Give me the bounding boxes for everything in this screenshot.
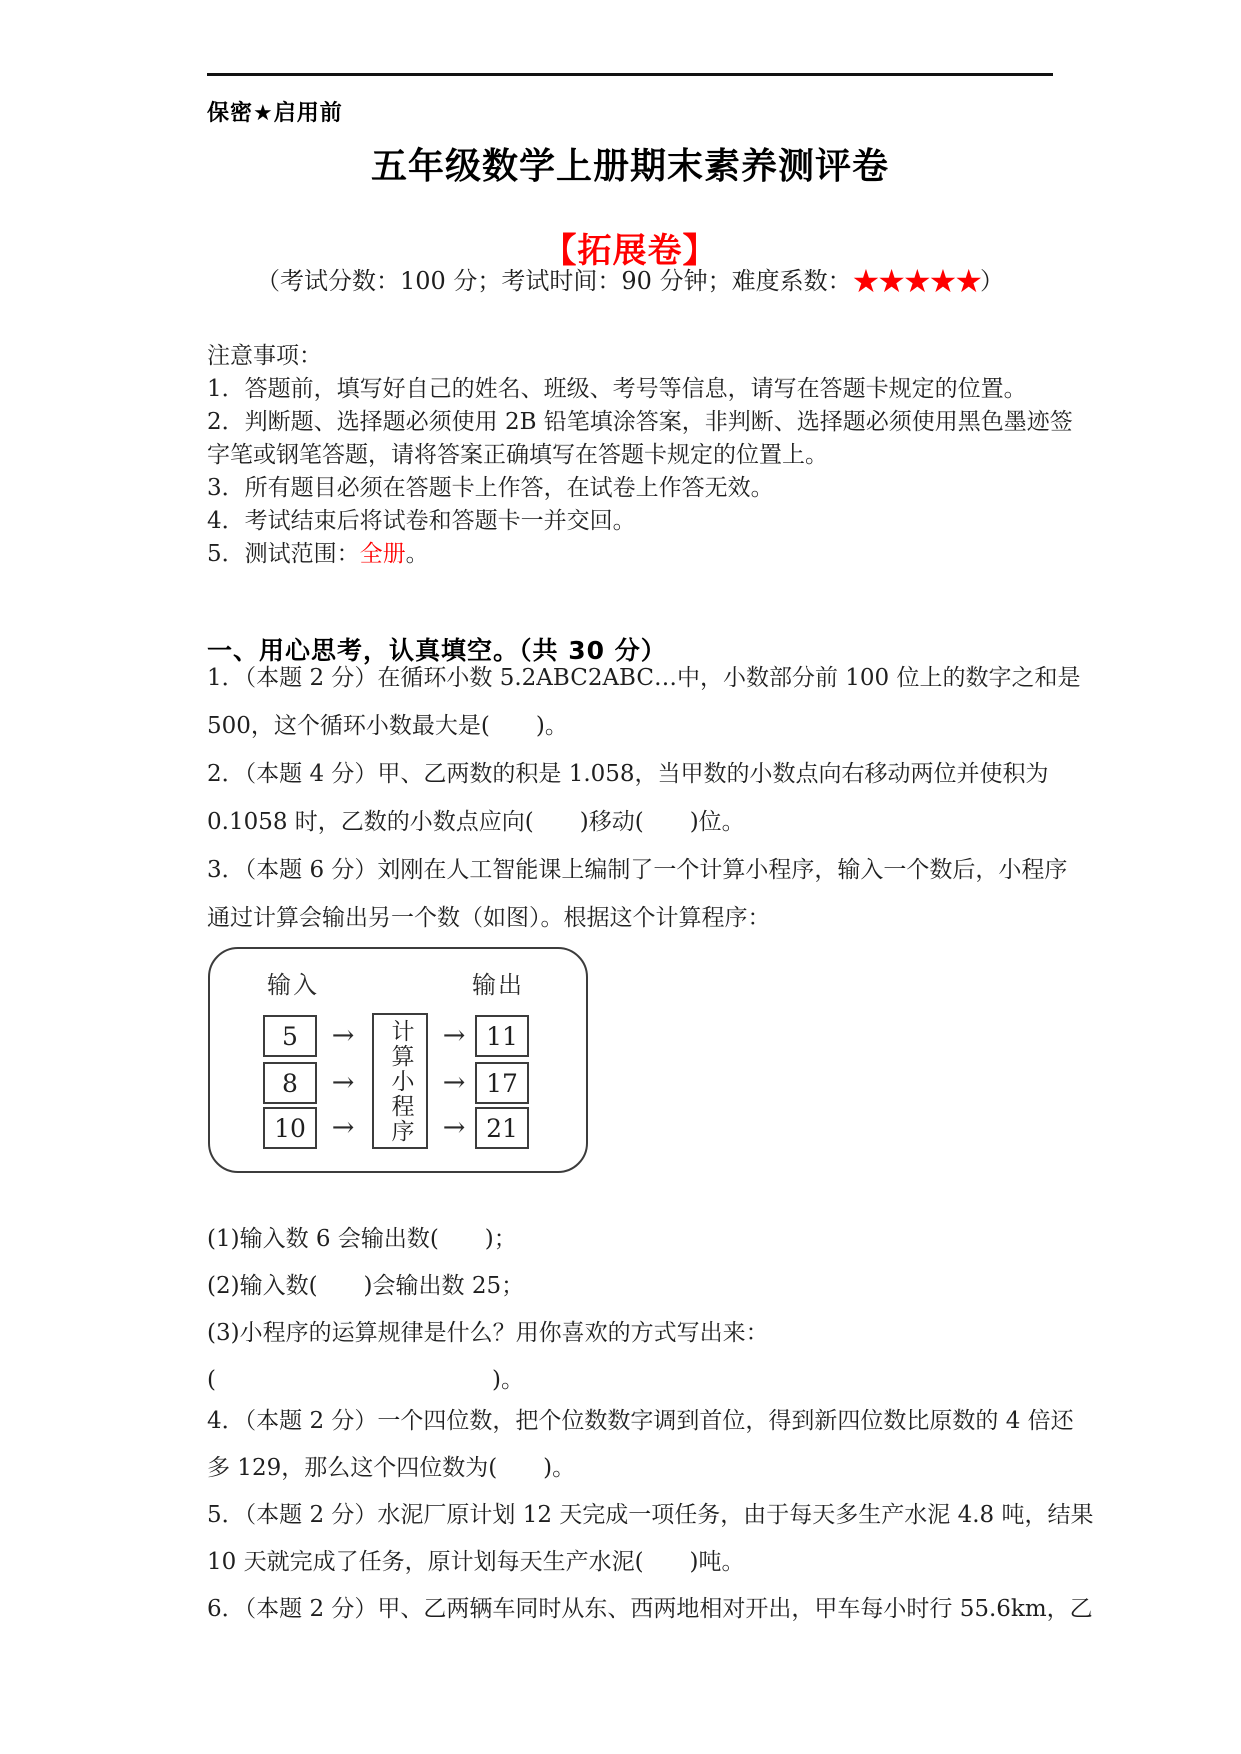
notice-heading: 注意事项： (207, 343, 322, 369)
diagram-output-box-1: 11 (475, 1015, 529, 1057)
question-1-line-1: 1．（本题 2 分）在循环小数 5.2ABC2ABC…中，小数部分前 100 位上的数字之和是 (207, 665, 1081, 691)
diagram-program-box (372, 1013, 428, 1149)
diagram-output-box-3: 21 (475, 1107, 529, 1149)
exam-meta-line (207, 261, 1053, 300)
question-4-line-1: 4．（本题 2 分）一个四位数，把个位数数字调到首位，得到新四位数比原数的 4 倍还 (207, 1408, 1074, 1434)
question-3-subquestions (207, 1216, 769, 1404)
question-1-line-2: 500，这个循环小数最大是( )。 (207, 713, 568, 739)
exam-meta-prefix: （考试分数：100 分；考试时间：90 分钟；难度系数： (255, 267, 852, 295)
question-2-line-1: 2．（本题 4 分）甲、乙两数的积是 1.058，当甲数的小数点向右移动两位并使积为 (207, 761, 1049, 787)
question-5-line-2: 10 天就完成了任务，原计划每天生产水泥( )吨。 (207, 1549, 745, 1575)
question-2-line-2: 0.1058 时，乙数的小数点应向( )移动( )位。 (207, 809, 745, 835)
question-3-sub-2: (2)输入数( )会输出数 25； (207, 1273, 525, 1299)
question-6-line-1: 6．（本题 2 分）甲、乙两辆车同时从东、西两地相对开出，甲车每小时行 55.6km，乙 (207, 1596, 1093, 1622)
notice-item-4: 4．考试结束后将试卷和答题卡一并交回。 (207, 508, 636, 534)
question-5-line-1: 5．（本题 2 分）水泥厂原计划 12 天完成一项任务，由于每天多生产水泥 4.8 吨，结果 (207, 1502, 1094, 1528)
question-3-line-1: 3．（本题 6 分）刘刚在人工智能课上编制了一个计算小程序，输入一个数后，小程序 (207, 857, 1068, 883)
arrow-icon: → (331, 1112, 355, 1143)
diagram-program-label: 计算小程序 (387, 1018, 414, 1144)
banner-expansion-volume: 【拓展卷】 (542, 231, 718, 271)
page-title: 五年级数学上册期末素养测评卷 (370, 146, 889, 187)
question-3-sub-3: (3)小程序的运算规律是什么？用你喜欢的方式写出来： (207, 1320, 769, 1346)
arrow-icon: → (331, 1020, 355, 1051)
question-3-sub-1: (1)输入数 6 会输出数( )； (207, 1226, 517, 1252)
diagram-input-box-2: 8 (263, 1062, 317, 1104)
confidential-label: 保密★启用前 (207, 101, 343, 126)
diagram-output-box-2: 17 (475, 1062, 529, 1104)
notice-item-1: 1．答题前，填写好自己的姓名、班级、考号等信息，请写在答题卡规定的位置。 (207, 376, 1027, 402)
diagram-output-label: 输出 (472, 971, 524, 999)
header-rule (207, 73, 1053, 76)
notice-item-5-prefix: 5．测试范围： (207, 541, 360, 567)
notice-item-2-line-2: 字笔或钢笔答题，请将答案正确填写在答题卡规定的位置上。 (207, 442, 828, 468)
arrow-icon: → (442, 1067, 466, 1098)
question-3-line-2: 通过计算会输出另一个数（如图）。根据这个计算程序： (207, 905, 771, 931)
notice-item-2-line-1: 2．判断题、选择题必须使用 2B 铅笔填涂答案，非判断、选择题必须使用黑色墨迹签 (207, 409, 1073, 435)
arrow-icon: → (442, 1112, 466, 1143)
notice-item-5-suffix: 。 (405, 541, 429, 567)
notice-item-5 (207, 538, 1073, 571)
question-4-line-2: 多 129，那么这个四位数为( )。 (207, 1455, 576, 1481)
difficulty-stars-icon: ★★★★★ (851, 262, 981, 300)
arrow-icon: → (331, 1067, 355, 1098)
diagram-input-box-3: 10 (263, 1107, 317, 1149)
notice-item-5-scope: 全册 (359, 541, 406, 567)
notice-item-3: 3．所有题目必须在答题卡上作答，在试卷上作答无效。 (207, 475, 774, 501)
question-3-answer-blank: ( )。 (207, 1367, 524, 1393)
diagram-input-label: 输入 (267, 971, 319, 999)
notice-block (207, 340, 1073, 571)
diagram-input-box-1: 5 (263, 1015, 317, 1057)
questions-1-to-3 (207, 654, 1081, 942)
questions-4-to-6 (207, 1398, 1093, 1633)
exam-meta-suffix: ） (980, 267, 1005, 295)
arrow-icon: → (442, 1020, 466, 1051)
calc-program-diagram (208, 947, 588, 1173)
section-1-heading: 一、用心思考，认真填空。（共 30 分） (207, 636, 667, 665)
